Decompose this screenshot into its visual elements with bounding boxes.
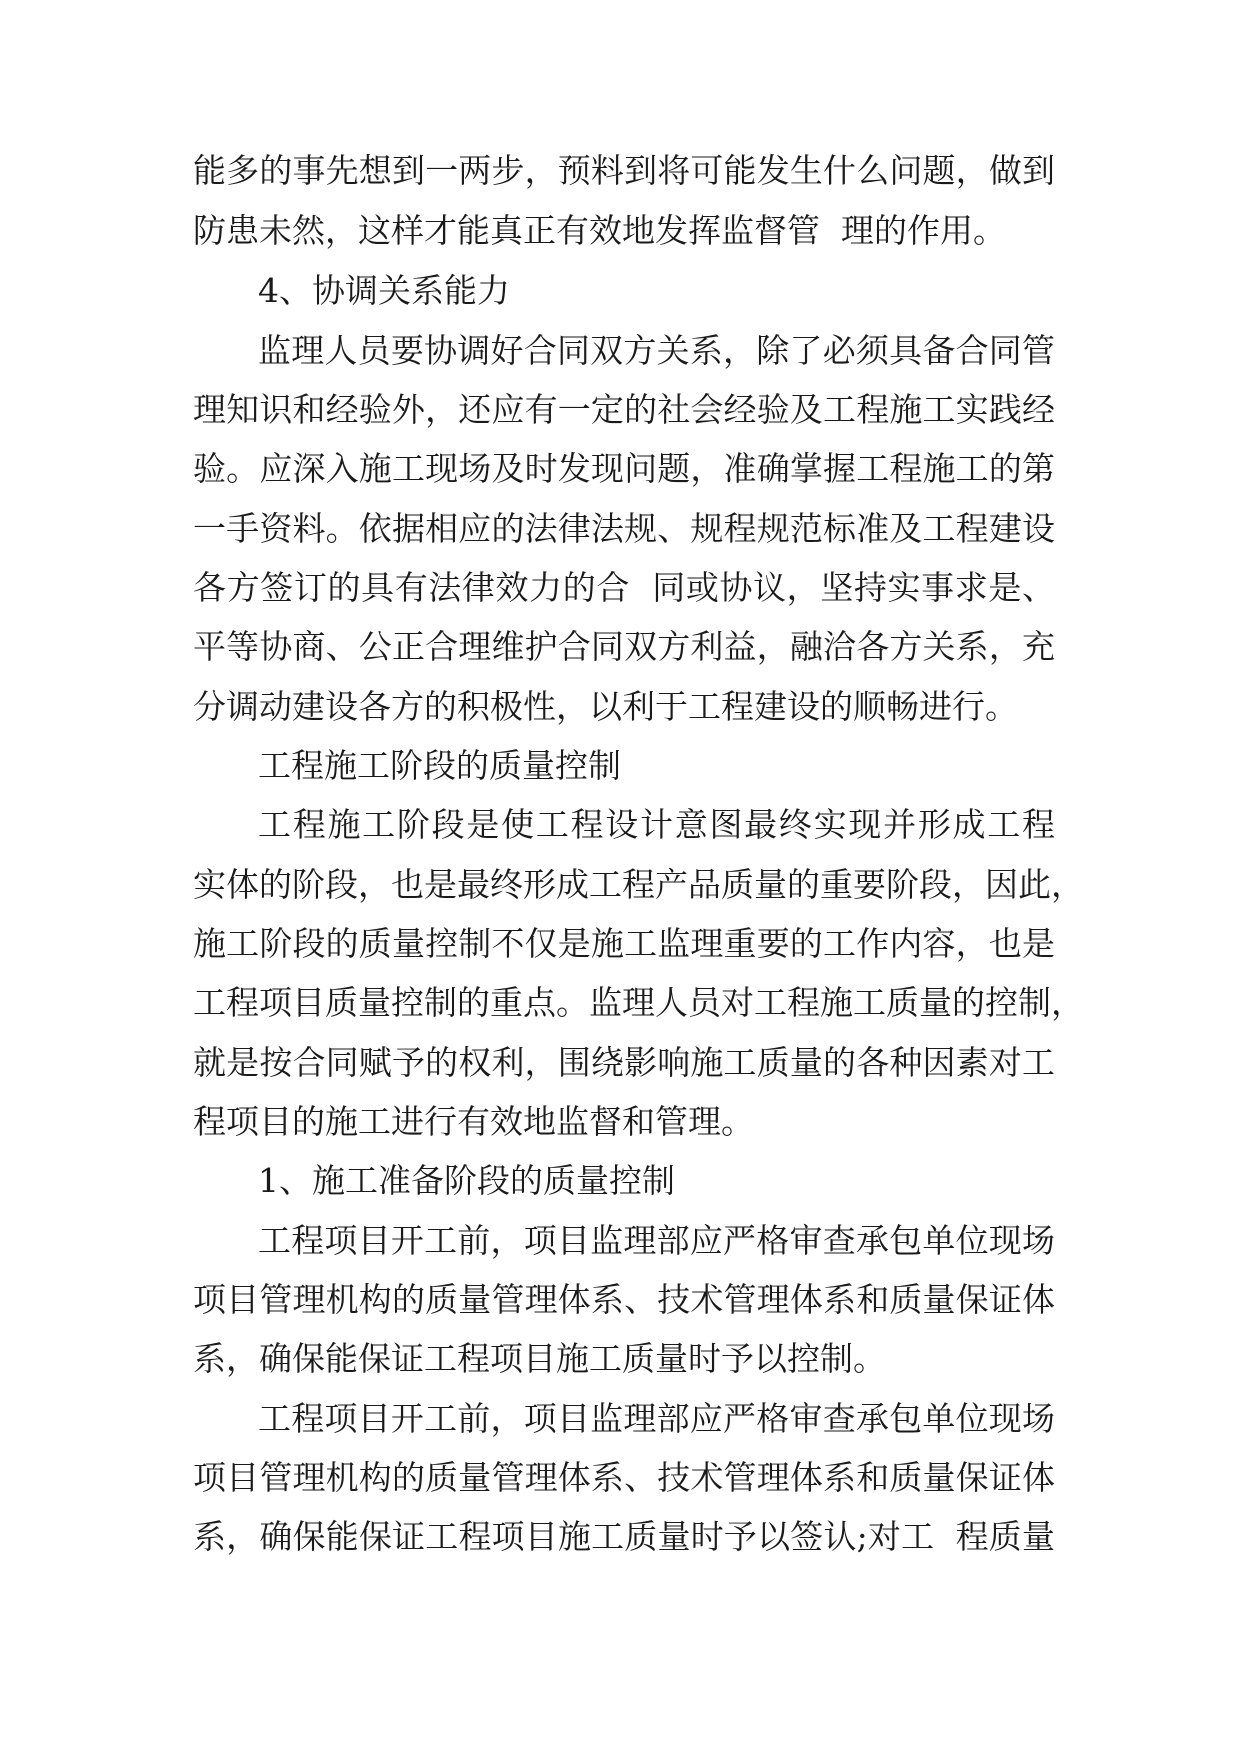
text-line-7: 一手资料。依据相应的法律法规、规程规范标准及工程建设 [193,509,1055,548]
text-line-10: 分调动建设各方的积极性，以利于工程建设的顺畅进行。 [193,687,1018,726]
text-line-23: 项目管理机构的质量管理体系、技术管理体系和质量保证体 [193,1458,1055,1497]
text-line-4: 监理人员要协调好合同双方关系，除了必须具备合同管 [258,331,1055,370]
text-line-9: 平等协商、公正合理维护合同双方利益，融洽各方关系，充 [193,627,1055,666]
text-line-17: 程项目的施工进行有效地监督和管理。 [193,1102,754,1141]
text-line-15: 工程项目质量控制的重点。监理人员对工程施工质量的控制， [193,983,1084,1022]
text-line-6: 验。应深入施工现场及时发现问题，准确掌握工程施工的第 [193,449,1055,488]
text-line-21: 系，确保能保证工程项目施工质量时予以控制。 [193,1339,886,1378]
text-line-5: 理知识和经验外，还应有一定的社会经验及工程施工实践经 [193,390,1055,429]
text-line-24: 系，确保能保证工程项目施工质量时予以签认;对工 程质量 [193,1517,1055,1556]
text-line-19: 工程项目开工前，项目监理部应严格审查承包单位现场 [258,1221,1055,1260]
text-line-2: 防患未然，这样才能真正有效地发挥监督管 理的作用。 [193,211,1006,250]
text-line-12: 工程施工阶段是使工程设计意图最终实现并形成工程 [258,805,1055,844]
section-heading-coordination: 4、协调关系能力 [258,271,510,310]
text-line-22: 工程项目开工前，项目监理部应严格审查承包单位现场 [258,1399,1055,1438]
text-line-16: 就是按合同赋予的权利，围绕影响施工质量的各种因素对工 [193,1043,1055,1082]
text-line-1: 能多的事先想到一两步，预料到将可能发生什么问题，做到 [193,151,1055,190]
section-heading-preparation: 1、施工准备阶段的质量控制 [258,1161,675,1200]
section-heading-construction-quality: 工程施工阶段的质量控制 [258,746,621,785]
text-line-8: 各方签订的具有法律效力的合 同或协议，坚持实事求是、 [193,568,1055,607]
text-line-13: 实体的阶段，也是最终形成工程产品质量的重要阶段，因此， [193,865,1084,904]
text-line-20: 项目管理机构的质量管理体系、技术管理体系和质量保证体 [193,1280,1055,1319]
text-line-14: 施工阶段的质量控制不仅是施工监理重要的工作内容，也是 [193,924,1055,963]
